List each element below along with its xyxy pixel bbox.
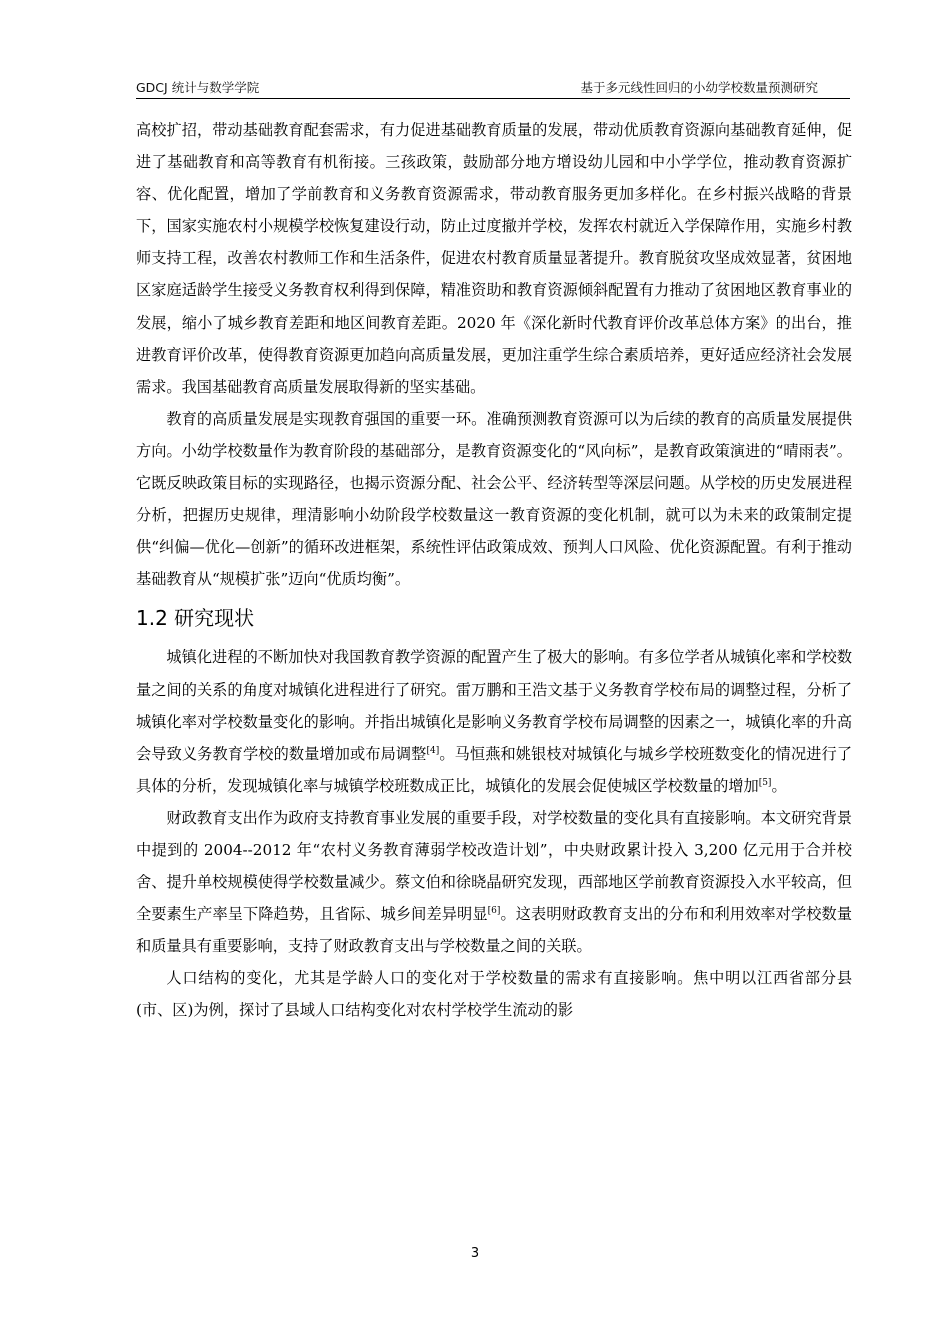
body-text: [136, 114, 852, 1027]
page-number: 3: [470, 1246, 480, 1261]
citation-6: [6]: [487, 906, 501, 917]
citation-4: [4]: [426, 745, 440, 756]
paragraph-text: 。: [771, 776, 787, 795]
paragraph-education-quality: 教育的高质量发展是实现教育强国的重要一环。准确预测教育资源可以为后续的教育的高质量发展提供方向。小幼学校数量作为教育阶段的基础部分，是教育资源变化的“风向标”，是教育政策演进的“晴雨表”。它既反映政策目标的实现路径，也揭示资源分配、社会公平、经济转型等深层问题。从学校的历史发展进程分析，把握历史规律，理清影响小幼阶段学校数量这一教育资源的变化机制，就可以为未来的政策制定提供“纠偏—优化—创新”的循环改进框架，系统性评估政策成效、预判人口风险、优化资源配置。有利于推动基础教育从“规模扩张”迈向“优质均衡”。: [136, 409, 852, 589]
paragraph-text: 财政教育支出作为政府支持教育事业发展的重要手段，对学校数量的变化具有直接影响。本文研究背景中提到的 2004--2012 年“农村义务教育薄弱学校改造计划”，中央财政累计投入 3,200 亿元用于合并校舍、提升单校规模使得学校数量减少。蔡文伯和徐晓晶研究发现，西部地区学前教育资源投入水平较高，但全要素生产率呈下降趋势，且省际、城乡间差异明显: [136, 808, 852, 924]
paragraph-fiscal-spending: [136, 802, 852, 962]
paragraph-text: 。马恒燕和姚银枝对城镇化与城乡学校班数变化的情况进行了具体的分析，发现城镇化率与城镇学校班数成正比，城镇化的发展会促使城区学校数量的增加: [136, 744, 853, 795]
citation-5: [5]: [758, 777, 772, 788]
paragraph-urbanization: [136, 641, 852, 801]
paragraph-continued: 高校扩招，带动基础教育配套需求，有力促进基础教育质量的发展，带动优质教育资源向基础教育延伸，促进了基础教育和高等教育有机衔接。三孩政策，鼓励部分地方增设幼儿园和中小学学位，推动教育资源扩容、优化配置，增加了学前教育和义务教育资源需求，带动教育服务更加多样化。在乡村振兴战略的背景下，国家实施农村小规模学校恢复建设行动，防止过度撤并学校，发挥农村就近入学保障作用，实施乡村教师支持工程，改善农村教师工作和生活条件，促进农村教育质量显著提升。教育脱贫攻坚成效显著，贫困地区家庭适龄学生接受义务教育权利得到保障，精准资助和教育资源倾斜配置有力推动了贫困地区教育事业的发展，缩小了城乡教育差距和地区间教育差距。2020 年《深化新时代教育评价改革总体方案》的出台，推进教育评价改革，使得教育资源更加趋向高质量发展，更加注重学生综合素质培养，更好适应经济社会发展需求。我国基础教育高质量发展取得新的坚实基础。: [136, 121, 852, 396]
paragraph-population-structure: 人口结构的变化，尤其是学龄人口的变化对于学校数量的需求有直接影响。焦中明以江西省部分县(市、区)为例，探讨了县域人口结构变化对农村学校学生流动的影: [136, 969, 852, 1020]
paragraph-text: 。这表明财政教育支出的分布和利用效率对学校数量和质量具有重要影响，支持了财政教育支出与学校数量之间的关联。: [136, 905, 853, 956]
running-header: [136, 74, 852, 96]
header-paper-title: 基于多元线性回归的小幼学校数量预测研究: [580, 80, 818, 95]
header-divider: [136, 98, 850, 99]
section-heading: 1.2 研究现状: [136, 606, 255, 631]
header-institution: GDCJ 统计与数学学院: [136, 80, 260, 95]
paragraph-text: 城镇化进程的不断加快对我国教育教学资源的配置产生了极大的影响。有多位学者从城镇化率和学校数量之间的关系的角度对城镇化进程进行了研究。雷万鹏和王浩文基于义务教育学校布局的调整过程，分析了城镇化率对学校数量变化的影响。并指出城镇化是影响义务教育学校布局调整的因素之一，城镇化率的升高会导致义务教育学校的数量增加或布局调整: [136, 648, 852, 763]
